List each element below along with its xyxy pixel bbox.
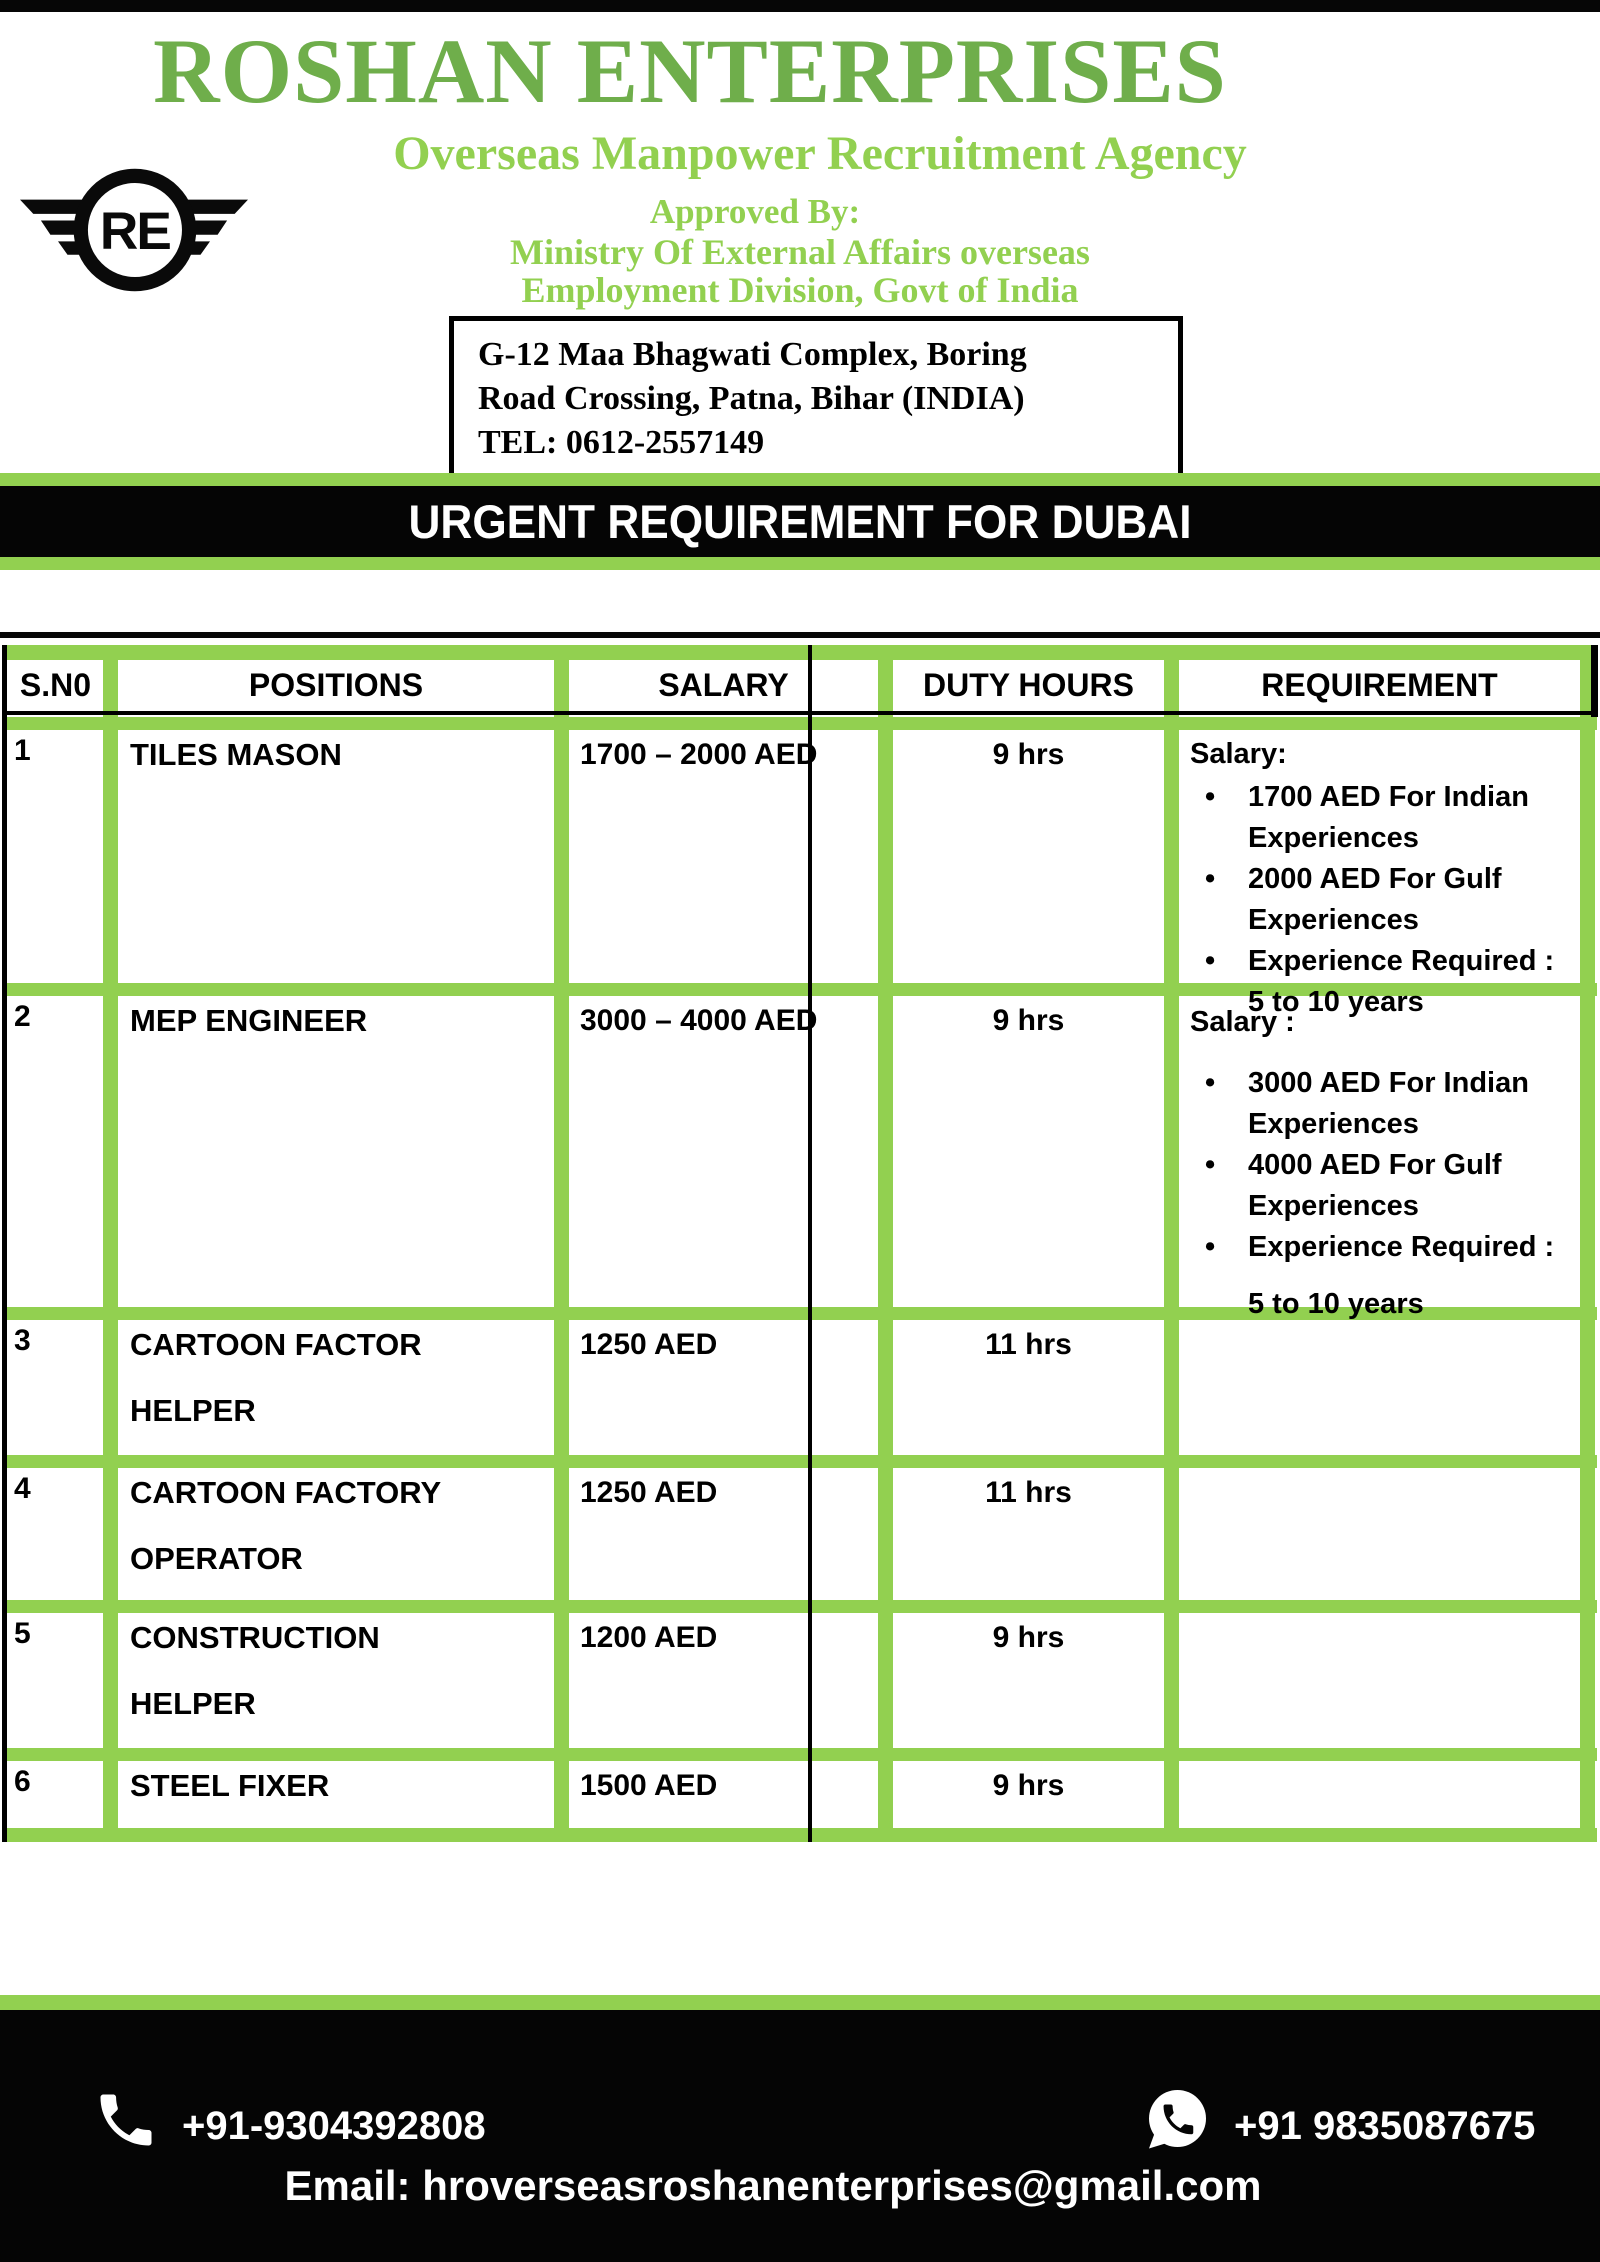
- row5-duty-hours: 9 hrs: [992, 1621, 1065, 1654]
- table-border-bottom: [2, 1828, 1597, 1842]
- header-black-bottom-rule: [2, 711, 1597, 715]
- requirement-bullet: • 3000 AED For Indian Experiences: [1190, 1063, 1570, 1145]
- address-line-2: Road Crossing, Patna, Bihar (INDIA): [478, 380, 1025, 417]
- footer: [0, 2010, 1600, 2262]
- row6-sn: 6: [14, 1765, 31, 1798]
- col-header-salary: SALARY: [658, 667, 789, 703]
- requirement-bullet: • 4000 AED For Gulf Experiences: [1190, 1145, 1570, 1227]
- row3-salary: 1250 AED: [580, 1328, 718, 1361]
- requirement-label: Salary :: [1190, 1006, 1295, 1038]
- row1-sn: 1: [14, 734, 31, 767]
- bullet-icon: •: [1205, 945, 1216, 977]
- table-border-top: [2, 645, 1597, 660]
- company-title: ROSHAN ENTERPRISES: [153, 20, 1227, 122]
- table-black-mid-rule: [808, 645, 812, 1842]
- bullet-icon: •: [1205, 1231, 1216, 1263]
- requirement-note: 5 to 10 years: [1248, 1288, 1424, 1320]
- bullet-icon: •: [1205, 1149, 1216, 1181]
- phone-icon: [92, 2086, 160, 2154]
- row4-duty-hours: 11 hrs: [985, 1476, 1072, 1509]
- row2-salary: 3000 – 4000 AED: [580, 1004, 818, 1037]
- col-sep-3: [878, 645, 893, 1842]
- bullet-icon: •: [1205, 1067, 1216, 1099]
- ministry-line: Ministry Of External Affairs overseas: [510, 232, 1090, 272]
- approved-by-label: Approved By:: [649, 192, 861, 231]
- col-header-positions: POSITIONS: [248, 667, 424, 703]
- banner-title: URGENT REQUIREMENT FOR DUBAI: [408, 495, 1192, 548]
- division-line: Employment Division, Govt of India: [521, 270, 1079, 310]
- col-sep-1: [103, 645, 118, 1842]
- col-sep-4: [1164, 645, 1179, 1842]
- company-logo-icon: [20, 158, 248, 303]
- address-box: [449, 316, 1183, 488]
- row3-position: CARTOON FACTOR HELPER: [130, 1327, 422, 1428]
- bullet-icon: •: [1205, 863, 1216, 895]
- header-black-right-border: [1591, 645, 1598, 717]
- row5-position: CONSTRUCTION HELPER: [130, 1620, 380, 1721]
- col-sep-2: [554, 645, 569, 1842]
- row6-duty-hours: 9 hrs: [992, 1769, 1065, 1802]
- row5-salary: 1200 AED: [580, 1621, 718, 1654]
- spacer: [1190, 1045, 1570, 1063]
- row4-salary: 1250 AED: [580, 1476, 718, 1509]
- row1-position: TILES MASON: [130, 737, 342, 772]
- row1-salary: 1700 – 2000 AED: [580, 738, 818, 771]
- logo-monogram: RE: [99, 202, 170, 262]
- email-line: Email: hroverseasroshanenterprises@gmail.com: [284, 2162, 1262, 2209]
- banner: [0, 486, 1600, 557]
- row1-duty-hours: 9 hrs: [992, 738, 1065, 771]
- whatsapp-icon: [1140, 2084, 1212, 2156]
- row3-duty-hours: 11 hrs: [985, 1328, 1072, 1361]
- requirement-label: Salary:: [1190, 738, 1287, 770]
- row5-sn: 5: [14, 1617, 31, 1650]
- whatsapp-number: +91 9835087675: [1234, 2104, 1536, 2148]
- row6-position: STEEL FIXER: [130, 1768, 330, 1803]
- phone-number: +91-9304392808: [182, 2104, 486, 2148]
- table-top-black-rule: [0, 632, 1600, 638]
- requirement-bullet: • 1700 AED For Indian Experiences: [1190, 777, 1570, 859]
- row3-sn: 3: [14, 1324, 31, 1357]
- col-header-requirement: REQUIREMENT: [1261, 667, 1498, 703]
- requirement-bullet: • 2000 AED For Gulf Experiences: [1190, 859, 1570, 941]
- row2-position: MEP ENGINEER: [130, 1003, 368, 1038]
- row2-requirement: [1190, 1002, 1570, 1325]
- top-black-bar: [0, 0, 1600, 12]
- bullet-icon: •: [1205, 781, 1216, 813]
- row2-sn: 2: [14, 1000, 31, 1033]
- row4-sn: 4: [14, 1472, 31, 1505]
- table-border-right: [1580, 645, 1595, 1842]
- banner-green-strip-bottom: [0, 557, 1600, 570]
- company-subtitle: Overseas Manpower Recruitment Agency: [393, 127, 1247, 180]
- banner-green-strip-top: [0, 473, 1600, 486]
- row1-requirement: [1190, 734, 1570, 1023]
- row2-duty-hours: 9 hrs: [992, 1004, 1065, 1037]
- col-header-duty-hours: DUTY HOURS: [923, 667, 1134, 703]
- row4-position: CARTOON FACTORY OPERATOR: [130, 1475, 441, 1576]
- address-line-3: TEL: 0612-2557149: [478, 424, 765, 461]
- footer-green-strip: [0, 1995, 1600, 2010]
- row6-salary: 1500 AED: [580, 1769, 718, 1802]
- col-header-sn: S.N0: [19, 667, 92, 703]
- address-line-1: G-12 Maa Bhagwati Complex, Boring: [478, 336, 1027, 373]
- table-black-left-border: [2, 645, 7, 1842]
- requirement-bullet: • Experience Required :: [1190, 1227, 1570, 1268]
- requirement-bullet: • Experience Required : 5 to 10 years: [1190, 941, 1570, 1023]
